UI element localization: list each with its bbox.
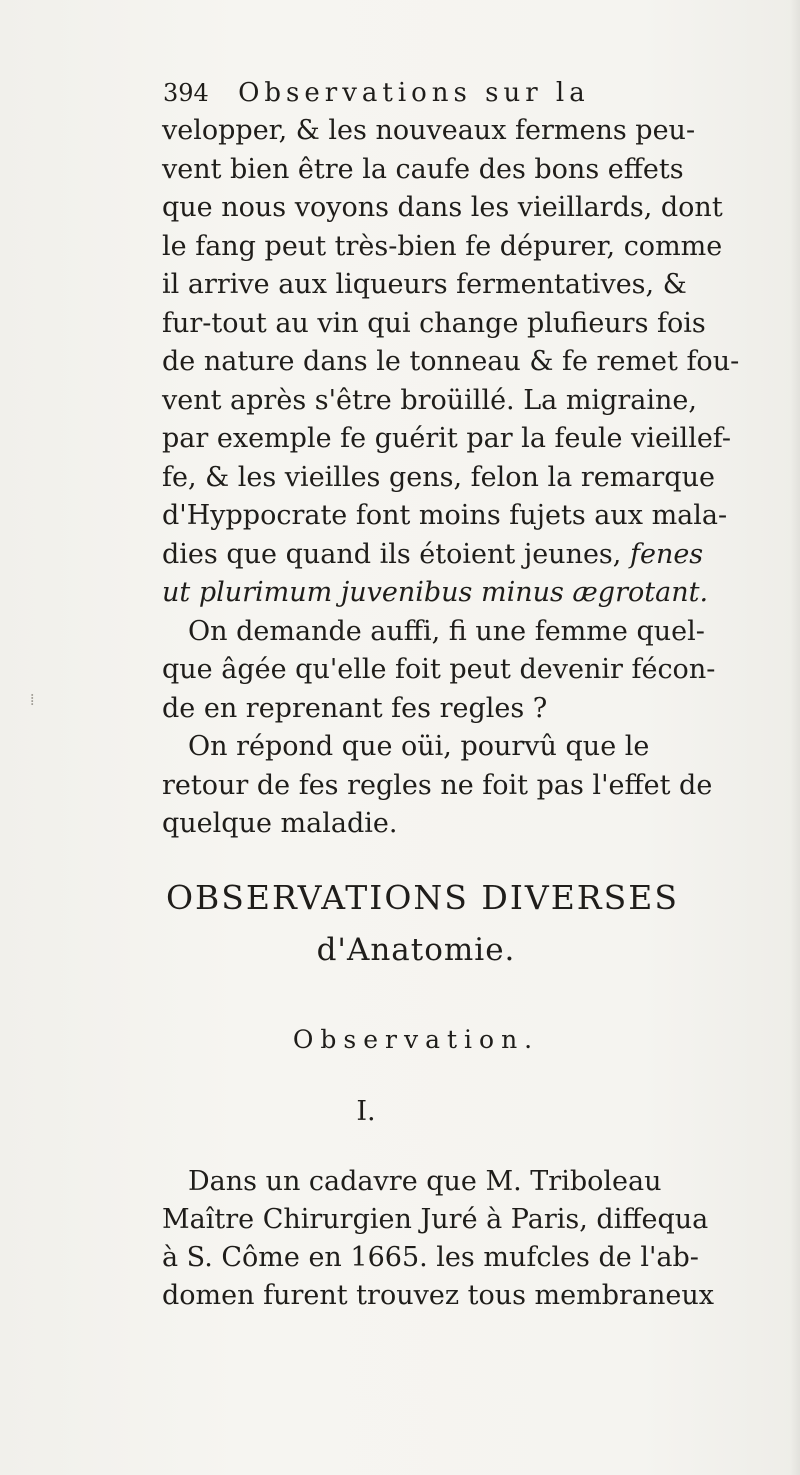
text-line: retour de fes regles ne foit pas l'effet de bbox=[162, 769, 713, 801]
text-fragment: dies que quand ils étoient jeunes, bbox=[162, 538, 622, 570]
text-line: On répond que oüi, pourvû que le bbox=[188, 731, 650, 762]
text-line: à S. Côme en 1665. les mufcles de l'ab- bbox=[162, 1242, 699, 1273]
page-edge-shadow bbox=[790, 0, 800, 1475]
text-line: il arrive aux liqueurs fermentatives, & bbox=[162, 269, 687, 300]
observation-number: I. bbox=[356, 1096, 376, 1127]
text-line: On demande auffi, fi une femme quel- bbox=[188, 615, 705, 647]
text-line: fur-tout au vin qui change plufieurs fois bbox=[162, 307, 706, 339]
text-line: vent bien être la caufe des bons effets bbox=[162, 153, 684, 185]
page-number: 394 bbox=[163, 79, 209, 107]
text-line: Dans un cadavre que M. Triboleau bbox=[188, 1166, 662, 1197]
latin-quote-start: fenes bbox=[629, 538, 704, 570]
running-title: Observations sur la bbox=[238, 78, 590, 108]
section-subheading: d'Anatomie. bbox=[316, 932, 516, 968]
observation-label: Observation. bbox=[292, 1025, 540, 1054]
text-line: vent après s'être broüillé. La migraine, bbox=[162, 384, 697, 416]
paragraph-continuation bbox=[162, 112, 762, 844]
text-line: de en reprenant fes regles ? bbox=[162, 692, 548, 724]
text-line: fe, & les vieilles gens, felon la remarque bbox=[162, 461, 715, 493]
section-heading: OBSERVATIONS DIVERSES bbox=[166, 878, 679, 917]
text-line bbox=[162, 536, 762, 575]
latin-quote: ut plurimum juvenibus minus ægrotant. bbox=[162, 577, 709, 608]
text-line: quelque maladie. bbox=[162, 808, 398, 839]
text-line: d'Hyppocrate font moins fujets aux mala- bbox=[162, 500, 728, 531]
text-line: que nous voyons dans les vieillards, dont bbox=[162, 192, 723, 223]
text-line: velopper, & les nouveaux fermens peu- bbox=[162, 115, 696, 146]
text-line: par exemple fe guérit par la feule vieillef- bbox=[162, 423, 731, 454]
margin-ink-mark: ⁞ bbox=[30, 690, 35, 709]
observation-paragraph bbox=[162, 1163, 762, 1315]
text-line: domen furent trouvez tous membraneux bbox=[162, 1280, 715, 1311]
text-line: Maître Chirurgien Juré à Paris, diffequa bbox=[162, 1204, 709, 1235]
text-line: de nature dans le tonneau & fe remet fou- bbox=[162, 346, 740, 377]
text-line: le fang peut très-bien fe dépurer, comme bbox=[162, 230, 723, 262]
text-line: que âgée qu'elle foit peut devenir fécon- bbox=[162, 654, 716, 685]
